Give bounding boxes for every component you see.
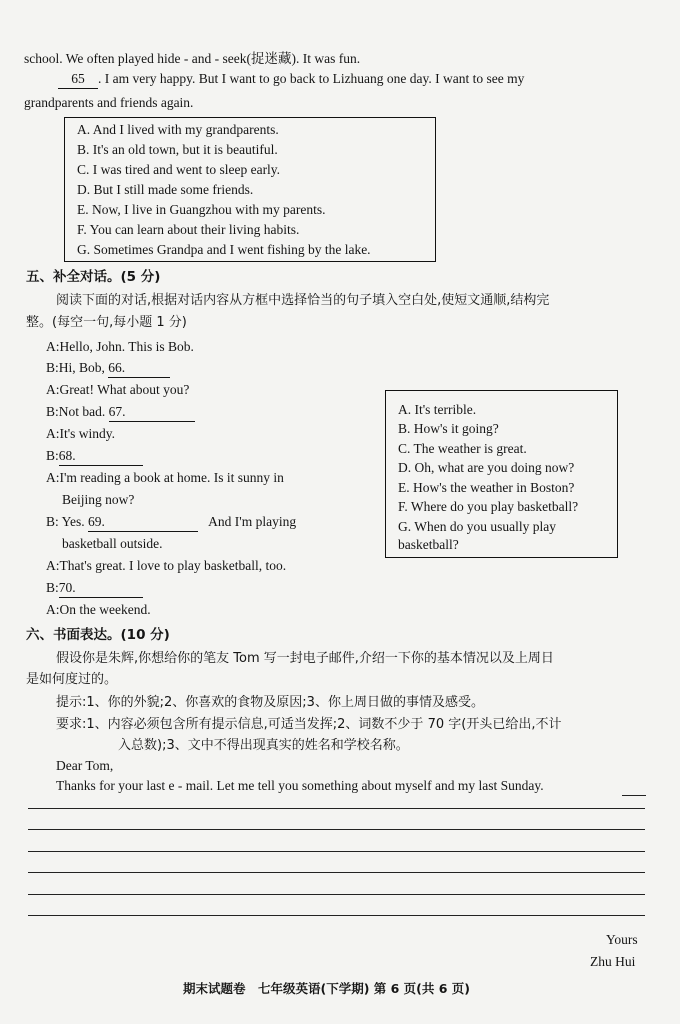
- passage-option-f: F. You can learn about their living habits.: [77, 222, 300, 237]
- letter-closing: Yours: [606, 932, 638, 947]
- writing-line-3[interactable]: [28, 851, 645, 852]
- writing-line-0[interactable]: [622, 795, 646, 796]
- writing-line-1[interactable]: [28, 808, 645, 809]
- blank-68[interactable]: 68.: [59, 447, 143, 466]
- dialogue-line-1: A:Hello, John. This is Bob.: [46, 339, 194, 354]
- passage-option-d: D. But I still made some friends.: [77, 182, 254, 197]
- writing-line-4[interactable]: [28, 872, 645, 873]
- passage-option-b: B. It's an old town, but it is beautiful.: [77, 142, 278, 157]
- dialogue-line-8b: basketball outside.: [62, 536, 163, 551]
- page-footer: 期末试题卷 七年级英语(下学期) 第 6 页(共 6 页): [183, 981, 471, 996]
- passage-option-c: C. I was tired and went to sleep early.: [77, 162, 281, 177]
- section-6-prompt-2: 是如何度过的。: [26, 672, 118, 687]
- blank-67[interactable]: 67.: [109, 403, 195, 422]
- section-6-title: 六、书面表达。(10 分): [26, 627, 170, 643]
- letter-opening: Thanks for your last e - mail. Let me tell you something about myself and my last Sunday.: [56, 778, 544, 793]
- section-5-title: 五、补全对话。(5 分): [26, 269, 161, 285]
- passage-line-2: [58, 70, 524, 89]
- dialogue-option-c: C. The weather is great.: [398, 441, 527, 456]
- passage-line-2-text: . I am very happy. But I want to go back to Lizhuang one day. I want to see my: [98, 71, 525, 86]
- blank-65[interactable]: 65: [58, 70, 98, 89]
- dialogue-line-8: [46, 513, 296, 532]
- dialogue-option-b: B. How's it going?: [398, 421, 499, 436]
- section-5-instruction-1: 阅读下面的对话,根据对话内容从方框中选择恰当的句子填入空白处,使短文通顺,结构完: [56, 293, 550, 308]
- dialogue-line-6: [46, 447, 143, 466]
- dialogue-line-7b: Beijing now?: [62, 492, 135, 507]
- passage-option-a: A. And I lived with my grandparents.: [77, 122, 279, 137]
- section-6-requirement-2: 入总数);3、文中不得出现真实的姓名和学校名称。: [118, 738, 409, 753]
- writing-line-5[interactable]: [28, 894, 645, 895]
- dialogue-line-2: [46, 359, 170, 378]
- blank-66[interactable]: 66.: [108, 359, 170, 378]
- passage-option-g: G. Sometimes Grandpa and I went fishing by the lake.: [77, 242, 371, 257]
- dialogue-option-d: D. Oh, what are you doing now?: [398, 460, 575, 475]
- dialogue-line-8-text: B: Yes.: [46, 514, 89, 529]
- section-5-instruction-2: 整。(每空一句,每小题 1 分): [26, 315, 187, 330]
- dialogue-line-2-text: B:Hi, Bob,: [46, 360, 109, 375]
- dialogue-line-8-tail: And I'm playing: [208, 514, 297, 529]
- passage-option-e: E. Now, I live in Guangzhou with my parents.: [77, 202, 326, 217]
- dialogue-option-a: A. It's terrible.: [398, 402, 477, 417]
- dialogue-option-f: F. Where do you play basketball?: [398, 499, 579, 514]
- dialogue-line-4: [46, 403, 195, 422]
- letter-greeting: Dear Tom,: [56, 758, 114, 773]
- dialogue-line-9: A:That's great. I love to play basketball, too.: [46, 558, 287, 573]
- dialogue-line-5: A:It's windy.: [46, 426, 116, 441]
- passage-line-3: grandparents and friends again.: [24, 95, 194, 110]
- passage-options-box: [64, 117, 436, 262]
- dialogue-line-6-text: B:: [46, 448, 59, 463]
- dialogue-line-11: A:On the weekend.: [46, 602, 151, 617]
- blank-69[interactable]: 69.: [88, 513, 198, 532]
- dialogue-option-g: G. When do you usually play: [398, 519, 556, 534]
- dialogue-line-4-text: B:Not bad.: [46, 404, 109, 419]
- dialogue-line-7a: A:I'm reading a book at home. Is it sunny in: [46, 470, 284, 485]
- dialogue-line-10: [46, 579, 143, 598]
- passage-line-1: school. We often played hide - and - seek(捉迷藏). It was fun.: [24, 51, 361, 66]
- section-6-hint: 提示:1、你的外貌;2、你喜欢的食物及原因;3、你上周日做的事情及感受。: [56, 695, 484, 710]
- dialogue-line-3: A:Great! What about you?: [46, 382, 190, 397]
- section-6-prompt-1: 假设你是朱辉,你想给你的笔友 Tom 写一封电子邮件,介绍一下你的基本情况以及上周日: [56, 651, 554, 666]
- dialogue-options-box: [385, 390, 618, 558]
- writing-line-6[interactable]: [28, 915, 645, 916]
- dialogue-option-g-cont: basketball?: [398, 537, 459, 552]
- writing-line-2[interactable]: [28, 829, 645, 830]
- blank-70[interactable]: 70.: [59, 579, 143, 598]
- dialogue-line-10-text: B:: [46, 580, 59, 595]
- letter-signature: Zhu Hui: [590, 954, 636, 969]
- section-6-requirement-1: 要求:1、内容必须包含所有提示信息,可适当发挥;2、词数不少于 70 字(开头已给出,不计: [56, 717, 562, 732]
- dialogue-option-e: E. How's the weather in Boston?: [398, 480, 575, 495]
